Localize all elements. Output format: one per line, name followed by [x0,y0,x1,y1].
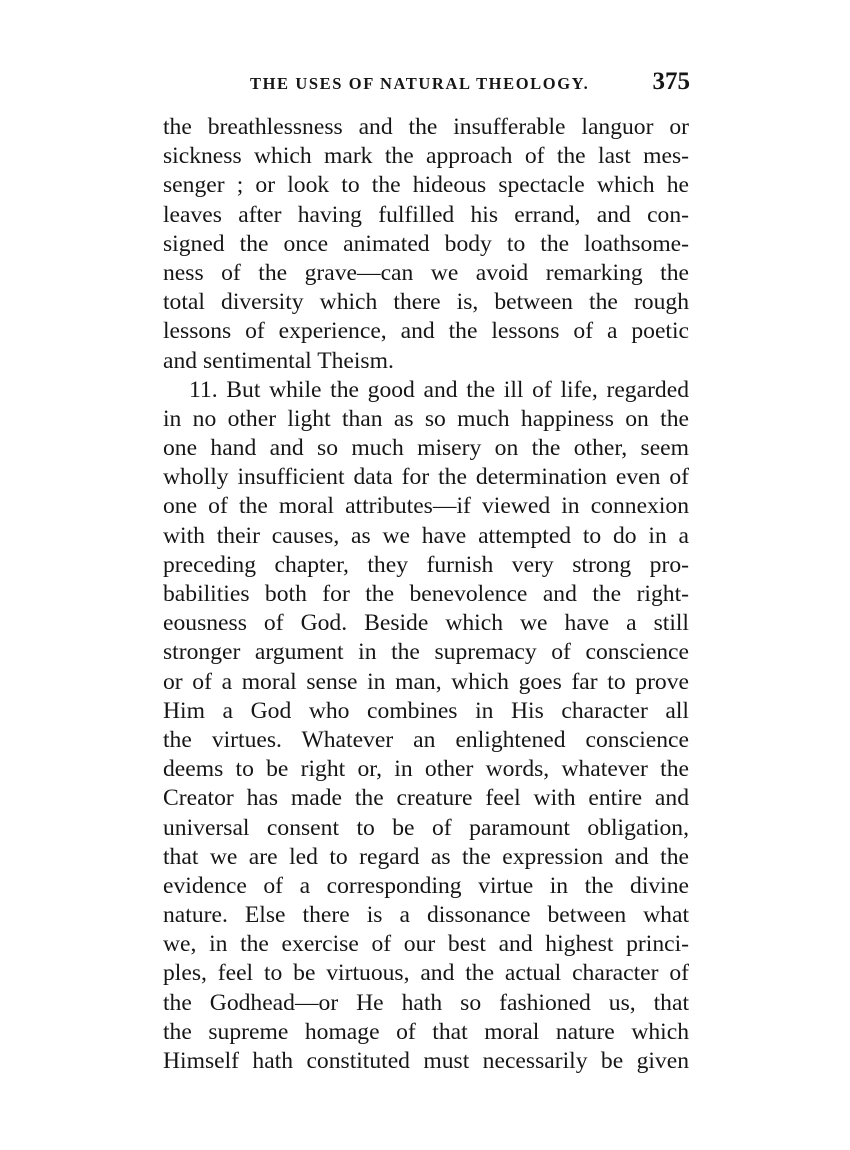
text-line: senger ; or look to the hideous spectacle which he [163,172,689,199]
text-line: eousness of God. Beside which we have a still [163,610,689,637]
text-line: ness of the grave—can we avoid remarking the [163,259,689,286]
body-text [163,113,689,1076]
text-line: lessons of experience, and the lessons of a poetic [163,318,689,345]
paragraph-end-line: and sentimental Theism. [163,347,394,374]
text-line: universal consent to be of paramount obligation, [163,814,689,841]
text-line: ples, feel to be virtuous, and the actual character of [163,960,689,987]
text-line: the breathlessness and the insufferable languor or [163,114,689,140]
text-line: evidence of a corresponding virtue in the divine [163,872,689,899]
text-line: Creator has made the creature feel with entire and [163,785,689,812]
text-line: one of the moral attributes—if viewed in connexion [163,493,689,520]
text-line: or of a moral sense in man, which goes far to prove [163,668,689,695]
running-title: THE USES OF NATURAL THEOLOGY. [250,74,590,93]
text-line: leaves after having fulfilled his errand, and con- [163,201,689,228]
text-line: the virtues. Whatever an enlightened conscience [163,726,689,753]
text-line: that we are led to regard as the expression and the [163,843,689,870]
text-line: babilities both for the benevolence and the right- [163,581,689,607]
text-line: we, in the exercise of our best and highest princi- [163,931,689,958]
text-line: nature. Else there is a dissonance between what [163,902,689,929]
text-line: Himself hath constituted must necessarily be given [163,1048,689,1074]
paragraph-start-line: 11. But while the good and the ill of life, regarded [189,376,689,403]
text-line: signed the once animated body to the loathsome- [163,230,689,257]
text-line: with their causes, as we have attempted to do in a [163,522,689,549]
text-line: total diversity which there is, between the rough [163,289,689,316]
text-line: deems to be right or, in other words, whatever the [163,756,689,783]
text-line: preceding chapter, they furnish very strong pro- [163,551,689,578]
text-line: sickness which mark the approach of the last mes- [163,143,689,170]
text-line: one hand and so much misery on the other, seem [163,435,689,462]
text-line: the supreme homage of that moral nature which [163,1018,689,1045]
running-header [162,68,690,102]
text-line: stronger argument in the supremacy of conscience [163,639,689,666]
text-line: Him a God who combines in His character all [163,697,689,724]
text-line: in no other light than as so much happiness on the [163,405,689,432]
text-line: the Godhead—or He hath so fashioned us, that [163,989,689,1016]
page-number: 375 [652,68,690,95]
text-line: wholly insufficient data for the determination even of [163,464,689,491]
